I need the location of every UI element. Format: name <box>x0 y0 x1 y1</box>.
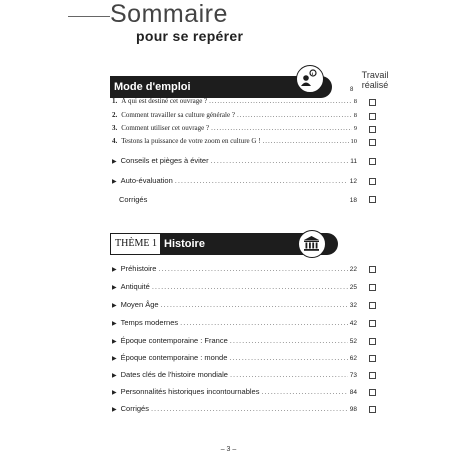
toc-row-label: Auto-évaluation <box>120 176 173 185</box>
toc-row-label: Antiquité <box>120 282 150 291</box>
leader-dots <box>151 404 348 413</box>
leader-dots <box>209 97 352 105</box>
info-person-icon <box>296 65 324 93</box>
column-header-line2: réalisé <box>361 80 389 90</box>
section-title: Mode d'emploi <box>114 81 191 93</box>
toc-row-label: Testons la puissance de votre zoom en culture G ! <box>121 137 261 145</box>
toc-row[interactable] <box>112 137 357 149</box>
toc-row-page: 32 <box>349 302 357 309</box>
page-title: Sommaire <box>110 0 228 28</box>
leader-dots <box>161 300 348 309</box>
done-checkbox[interactable] <box>369 302 376 309</box>
toc-row-page: 12 <box>349 178 357 185</box>
svg-text:i: i <box>311 71 313 76</box>
toc-row[interactable] <box>112 370 357 382</box>
toc-row-label: Époque contemporaine : monde <box>120 353 228 362</box>
section1-first-page: 8 <box>350 87 354 93</box>
section-title: Histoire <box>164 238 205 250</box>
toc-row-number: 4. <box>112 137 118 145</box>
toc-row-page: 22 <box>349 266 357 273</box>
leader-dots <box>211 124 352 132</box>
toc-row[interactable] <box>112 264 357 276</box>
museum-icon <box>298 230 326 258</box>
toc-row[interactable] <box>112 156 357 168</box>
done-checkbox[interactable] <box>369 284 376 291</box>
toc-row-page: 10 <box>350 138 357 145</box>
toc-row[interactable] <box>112 336 357 348</box>
done-checkbox[interactable] <box>369 266 376 273</box>
page-subtitle: pour se repérer <box>136 28 244 44</box>
toc-row-page: 52 <box>349 338 357 345</box>
done-checkbox[interactable] <box>369 372 376 379</box>
toc-row[interactable] <box>112 124 357 136</box>
leader-dots <box>237 111 352 119</box>
done-checkbox[interactable] <box>369 178 376 185</box>
toc-row[interactable] <box>119 195 357 207</box>
toc-row-page: 18 <box>349 197 357 204</box>
leader-dots <box>230 336 348 345</box>
toc-row-label: Époque contemporaine : France <box>120 336 228 345</box>
toc-row[interactable] <box>112 111 357 123</box>
toc-row-page: 98 <box>349 406 357 413</box>
arrow-bullet-icon: ▶ <box>112 339 117 345</box>
done-checkbox[interactable] <box>369 389 376 396</box>
done-checkbox[interactable] <box>369 99 376 106</box>
toc-row[interactable] <box>112 404 357 416</box>
page-number: – 3 – <box>220 446 237 453</box>
arrow-bullet-icon: ▶ <box>112 373 117 379</box>
leader-dots <box>175 176 348 185</box>
arrow-bullet-icon: ▶ <box>112 303 117 309</box>
leader-dots <box>261 387 347 396</box>
toc-row-label: Corrigés <box>120 404 149 413</box>
toc-row-label: Dates clés de l'histoire mondiale <box>120 370 228 379</box>
toc-row-page: 8 <box>353 112 357 119</box>
done-checkbox[interactable] <box>369 126 376 133</box>
title-rule <box>68 16 110 17</box>
toc-row-page: 9 <box>353 125 357 132</box>
toc-row[interactable] <box>112 176 357 188</box>
toc-row-page: 73 <box>349 372 357 379</box>
done-checkbox[interactable] <box>369 355 376 362</box>
section-banner-mode-emploi <box>110 71 332 98</box>
column-header-travail-realise <box>358 70 392 90</box>
toc-row-page: 62 <box>349 355 357 362</box>
toc-row-page: 11 <box>350 158 357 165</box>
arrow-bullet-icon: ▶ <box>112 407 117 413</box>
done-checkbox[interactable] <box>369 196 376 203</box>
toc-row-page: 42 <box>349 320 357 327</box>
arrow-bullet-icon: ▶ <box>112 390 117 396</box>
leader-dots <box>152 282 348 291</box>
done-checkbox[interactable] <box>369 406 376 413</box>
toc-row-label: Comment utiliser cet ouvrage ? <box>121 124 210 132</box>
toc-row-label: Conseils et pièges à éviter <box>120 156 209 165</box>
done-checkbox[interactable] <box>369 158 376 165</box>
toc-row-label: Moyen Âge <box>120 300 159 309</box>
toc-row-page: 25 <box>349 284 357 291</box>
toc-row[interactable] <box>112 353 357 365</box>
toc-row-page: 8 <box>353 98 357 105</box>
arrow-bullet-icon: ▶ <box>112 159 117 165</box>
toc-row-number: 2. <box>112 111 118 119</box>
leader-dots <box>211 156 349 165</box>
toc-row-label: Corrigés <box>119 195 148 204</box>
section-banner-theme-histoire <box>110 233 338 255</box>
toc-row[interactable] <box>112 282 357 294</box>
done-checkbox[interactable] <box>369 320 376 327</box>
column-header-line1: Travail <box>361 70 389 80</box>
arrow-bullet-icon: ▶ <box>112 179 117 185</box>
toc-row[interactable] <box>112 97 357 109</box>
toc-row-page: 84 <box>349 389 357 396</box>
arrow-bullet-icon: ▶ <box>112 285 117 291</box>
theme-label: THÈME 1 <box>110 233 161 255</box>
toc-row[interactable] <box>112 387 357 399</box>
toc-row-label: Temps modernes <box>120 318 179 327</box>
arrow-bullet-icon: ▶ <box>112 356 117 362</box>
leader-dots <box>230 370 348 379</box>
toc-row-label: Personnalités historiques incontournables <box>120 387 260 396</box>
toc-row-number: 3. <box>112 124 118 132</box>
leader-dots <box>229 353 347 362</box>
done-checkbox[interactable] <box>369 139 376 146</box>
arrow-bullet-icon: ▶ <box>112 321 117 327</box>
toc-row[interactable] <box>112 300 357 312</box>
toc-row[interactable] <box>112 318 357 330</box>
toc-row-label: Comment travailler sa culture générale ? <box>121 111 235 119</box>
done-checkbox[interactable] <box>369 113 376 120</box>
toc-row-label: À qui est destiné cet ouvrage ? <box>121 97 208 105</box>
done-checkbox[interactable] <box>369 338 376 345</box>
leader-dots <box>158 264 347 273</box>
leader-dots <box>180 318 348 327</box>
leader-dots <box>263 137 349 145</box>
toc-row-label: Préhistoire <box>120 264 157 273</box>
arrow-bullet-icon: ▶ <box>112 267 117 273</box>
toc-row-number: 1. <box>112 97 118 105</box>
